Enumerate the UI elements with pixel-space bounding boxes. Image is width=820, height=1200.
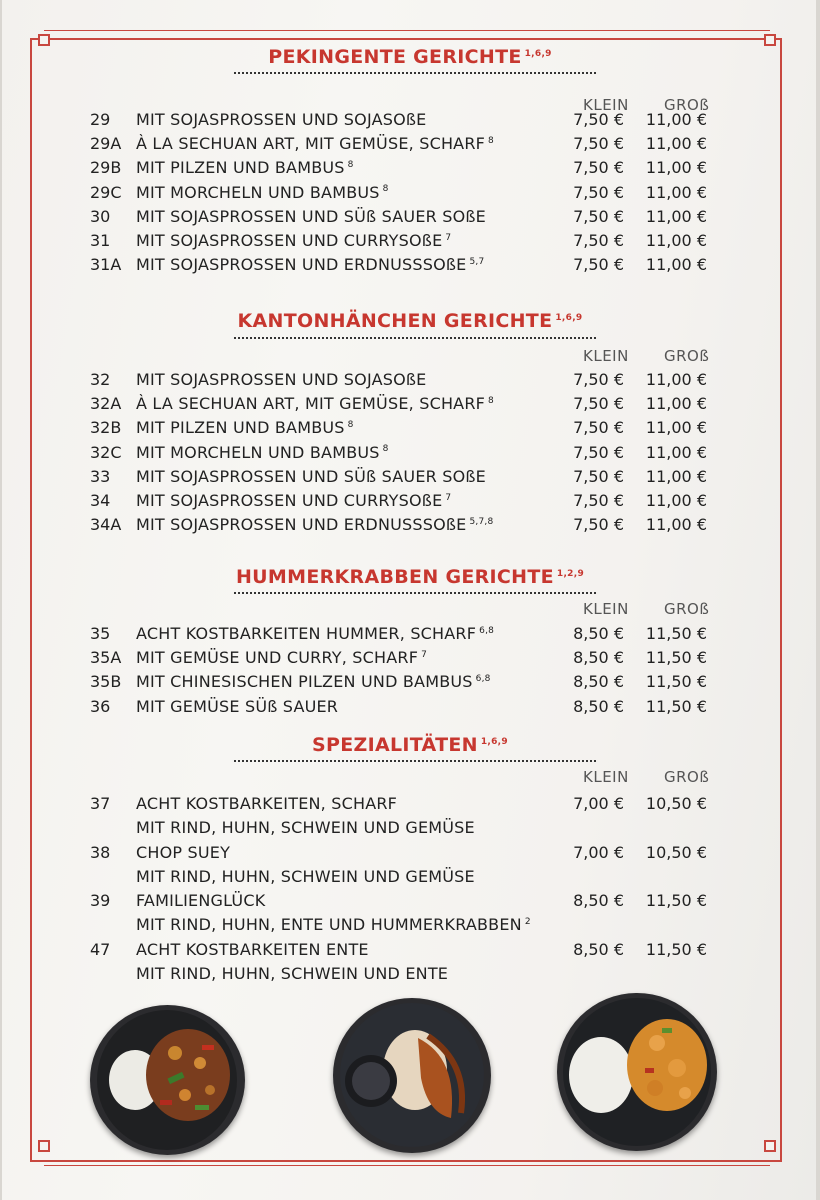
item-description bbox=[136, 915, 531, 934]
price-small: 7,50 € bbox=[573, 158, 624, 178]
allergen-note: 8 bbox=[382, 444, 389, 455]
price-small: 8,50 € bbox=[573, 696, 624, 716]
price-large: 11,00 € bbox=[645, 370, 707, 389]
header-klein: KLEIN bbox=[583, 347, 629, 365]
dotted-divider bbox=[234, 760, 596, 762]
item-name-text: MIT SOJASPROSSEN UND SÜß SAUER SOßE bbox=[136, 206, 486, 226]
item-description-text: MIT RIND, HUHN, ENTE UND HUMMERKRABBEN bbox=[136, 915, 522, 934]
item-number: 33 bbox=[90, 466, 111, 486]
menu-item bbox=[0, 443, 820, 467]
item-number: 29A bbox=[90, 134, 122, 154]
menu-item bbox=[0, 843, 820, 867]
allergen-note: 6,8 bbox=[475, 674, 491, 685]
item-number: 35B bbox=[90, 672, 122, 692]
item-number: 29 bbox=[90, 110, 111, 129]
price-small: 7,50 € bbox=[573, 466, 624, 486]
price-large: 11,00 € bbox=[645, 134, 707, 154]
item-description bbox=[136, 867, 475, 886]
price-large: 11,00 € bbox=[645, 182, 707, 202]
allergen-note: 7 bbox=[421, 649, 428, 660]
price-large: 11,00 € bbox=[645, 491, 707, 510]
price-small: 8,50 € bbox=[573, 672, 624, 692]
item-name-text: MIT GEMÜSE UND CURRY, SCHARF bbox=[136, 648, 419, 668]
item-name-text: MIT MORCHELN UND BAMBUS bbox=[136, 442, 380, 462]
header-gross: GROß bbox=[664, 96, 710, 114]
item-name bbox=[136, 467, 486, 486]
menu-item bbox=[0, 624, 820, 648]
allergen-note: 5,7,8 bbox=[469, 516, 494, 527]
item-name bbox=[136, 843, 230, 862]
price-large: 11,00 € bbox=[645, 110, 707, 129]
price-small: 7,00 € bbox=[573, 842, 624, 862]
dotted-divider bbox=[234, 72, 596, 74]
item-number: 34A bbox=[90, 515, 122, 535]
dotted-divider bbox=[234, 337, 596, 339]
item-name-text: MIT SOJASPROSSEN UND CURRYSOßE bbox=[136, 491, 443, 510]
item-number: 29B bbox=[90, 158, 122, 178]
item-name bbox=[136, 624, 494, 643]
item-name bbox=[136, 648, 427, 667]
item-name bbox=[136, 940, 369, 959]
item-name bbox=[136, 134, 494, 153]
item-number: 31 bbox=[90, 231, 111, 250]
menu-item bbox=[0, 134, 820, 158]
item-number: 32C bbox=[90, 442, 122, 462]
header-gross: GROß bbox=[664, 347, 710, 365]
item-name-text: ACHT KOSTBARKEITEN HUMMER, SCHARF bbox=[136, 624, 477, 643]
price-large: 11,00 € bbox=[645, 466, 707, 486]
price-large: 11,50 € bbox=[645, 696, 707, 716]
price-small: 7,50 € bbox=[573, 206, 624, 226]
item-number: 32B bbox=[90, 418, 122, 438]
frame-corner-ornament bbox=[764, 1140, 776, 1152]
item-name bbox=[136, 697, 338, 716]
price-small: 7,50 € bbox=[573, 110, 624, 129]
price-small: 8,50 € bbox=[573, 648, 624, 668]
price-small: 8,50 € bbox=[573, 624, 624, 643]
header-klein: KLEIN bbox=[583, 96, 629, 114]
item-name-text: MIT SOJASPROSSEN UND ERDNUSSSOßE bbox=[136, 255, 467, 275]
item-number: 32A bbox=[90, 394, 122, 414]
item-name-text: MIT CHINESISCHEN PILZEN UND BAMBUS bbox=[136, 672, 473, 692]
dish-photo-rice-stirfry bbox=[90, 1005, 245, 1155]
price-large: 11,50 € bbox=[645, 939, 707, 959]
item-name-text: MIT SOJASPROSSEN UND SÜß SAUER SOßE bbox=[136, 466, 486, 486]
item-number: 47 bbox=[90, 939, 111, 959]
item-description-text: MIT RIND, HUHN, SCHWEIN UND GEMÜSE bbox=[136, 818, 475, 837]
menu-item bbox=[0, 672, 820, 696]
header-gross: GROß bbox=[664, 600, 710, 618]
price-large: 11,00 € bbox=[645, 231, 707, 250]
price-small: 8,50 € bbox=[573, 939, 624, 959]
price-small: 7,50 € bbox=[573, 491, 624, 510]
item-name-text: À LA SECHUAN ART, MIT GEMÜSE, SCHARF bbox=[136, 394, 486, 414]
section-title-spezialitaeten: SPEZIALITÄTEN $^{1,6,9}$ bbox=[312, 734, 508, 756]
item-number: 31A bbox=[90, 255, 122, 275]
item-number: 32 bbox=[90, 370, 111, 389]
menu-item bbox=[0, 394, 820, 418]
price-large: 11,00 € bbox=[645, 394, 707, 414]
dish-photo-duck bbox=[333, 998, 491, 1153]
menu-item bbox=[0, 158, 820, 182]
allergen-note: 8 bbox=[488, 395, 494, 406]
menu-item bbox=[0, 207, 820, 231]
item-number: 35 bbox=[90, 624, 111, 643]
price-large: 11,00 € bbox=[645, 206, 707, 226]
item-description bbox=[136, 818, 475, 837]
price-small: 7,50 € bbox=[573, 418, 624, 438]
section-title-kantonhaenchen: KANTONHÄNCHEN GERICHTE $^{1,6,9}$ bbox=[237, 310, 583, 332]
menu-item bbox=[0, 515, 820, 539]
price-small: 7,50 € bbox=[573, 370, 624, 389]
item-name-text: CHOP SUEY bbox=[136, 842, 231, 862]
price-large: 11,00 € bbox=[645, 418, 707, 438]
price-large: 11,50 € bbox=[645, 672, 707, 692]
item-name bbox=[136, 158, 354, 177]
allergen-note: 7 bbox=[445, 232, 452, 243]
price-large: 11,00 € bbox=[645, 255, 707, 275]
frame-corner-ornament bbox=[764, 34, 776, 46]
price-large: 10,50 € bbox=[645, 842, 707, 862]
allergen-note: 8 bbox=[488, 135, 494, 146]
menu-item bbox=[0, 231, 820, 255]
item-name bbox=[136, 394, 494, 413]
header-klein: KLEIN bbox=[583, 768, 629, 786]
item-name-text: À LA SECHUAN ART, MIT GEMÜSE, SCHARF bbox=[136, 134, 486, 154]
item-description-text: MIT RIND, HUHN, SCHWEIN UND ENTE bbox=[136, 963, 449, 983]
price-small: 7,50 € bbox=[573, 394, 624, 414]
price-large: 10,50 € bbox=[645, 794, 707, 813]
item-name bbox=[136, 370, 426, 389]
item-name-text: ACHT KOSTBARKEITEN, SCHARF bbox=[136, 794, 398, 813]
header-klein: KLEIN bbox=[583, 600, 629, 618]
item-name bbox=[136, 255, 484, 274]
item-number: 35A bbox=[90, 648, 122, 668]
menu-item bbox=[0, 891, 820, 915]
item-name bbox=[136, 207, 486, 226]
item-name bbox=[136, 891, 265, 910]
dish-photo-curry-shrimp bbox=[557, 993, 717, 1151]
price-small: 7,50 € bbox=[573, 134, 624, 154]
menu-item bbox=[0, 255, 820, 279]
item-description bbox=[136, 964, 448, 983]
menu-item bbox=[0, 418, 820, 442]
price-small: 7,50 € bbox=[573, 231, 624, 250]
price-large: 11,00 € bbox=[645, 158, 707, 178]
allergen-note: 8 bbox=[382, 184, 389, 195]
allergen-note: 8 bbox=[347, 420, 354, 431]
price-small: 7,50 € bbox=[573, 182, 624, 202]
price-large: 11,50 € bbox=[645, 891, 707, 910]
item-name bbox=[136, 183, 389, 202]
item-name-text: MIT MORCHELN UND BAMBUS bbox=[136, 182, 380, 202]
menu-item bbox=[0, 940, 820, 964]
item-name bbox=[136, 672, 491, 691]
item-name bbox=[136, 515, 493, 534]
section-title-pekingente: PEKINGENTE GERICHTE $^{1,6,9}$ bbox=[268, 46, 552, 68]
price-small: 7,50 € bbox=[573, 442, 624, 462]
item-name bbox=[136, 794, 397, 813]
item-name bbox=[136, 491, 451, 510]
item-number: 36 bbox=[90, 696, 111, 716]
item-name-text: MIT PILZEN UND BAMBUS bbox=[136, 158, 345, 178]
item-name-text: MIT PILZEN UND BAMBUS bbox=[136, 418, 345, 438]
header-gross: GROß bbox=[664, 768, 710, 786]
item-name-text: MIT SOJASPROSSEN UND SOJASOßE bbox=[136, 370, 427, 389]
menu-item bbox=[0, 110, 820, 134]
menu-item bbox=[0, 183, 820, 207]
menu-item bbox=[0, 794, 820, 818]
item-name-text: MIT GEMÜSE SÜß SAUER bbox=[136, 696, 339, 716]
price-large: 11,00 € bbox=[645, 515, 707, 535]
allergen-note: 2 bbox=[524, 916, 531, 927]
price-large: 11,50 € bbox=[645, 624, 707, 643]
menu-item bbox=[0, 467, 820, 491]
price-small: 8,50 € bbox=[573, 891, 624, 910]
item-name-text: MIT SOJASPROSSEN UND ERDNUSSSOßE bbox=[136, 515, 467, 535]
price-large: 11,00 € bbox=[645, 442, 707, 462]
item-name bbox=[136, 443, 389, 462]
item-description-text: MIT RIND, HUHN, SCHWEIN UND GEMÜSE bbox=[136, 866, 475, 886]
allergen-note: 6,8 bbox=[479, 625, 495, 636]
item-name-text: MIT SOJASPROSSEN UND SOJASOßE bbox=[136, 110, 427, 129]
allergen-note: 5,7 bbox=[469, 256, 485, 267]
item-number: 34 bbox=[90, 491, 111, 510]
item-name bbox=[136, 418, 354, 437]
frame-corner-ornament bbox=[38, 1140, 50, 1152]
menu-item bbox=[0, 491, 820, 515]
menu-item bbox=[0, 370, 820, 394]
allergen-note: 8 bbox=[347, 160, 354, 171]
item-name-text: FAMILIENGLÜCK bbox=[136, 891, 266, 910]
item-number: 30 bbox=[90, 206, 111, 226]
menu-item bbox=[0, 697, 820, 721]
section-title-hummerkrabben: HUMMERKRABBEN GERICHTE $^{1,2,9}$ bbox=[235, 566, 585, 588]
item-number: 39 bbox=[90, 891, 111, 910]
item-name-text: MIT SOJASPROSSEN UND CURRYSOßE bbox=[136, 231, 443, 250]
price-small: 7,50 € bbox=[573, 515, 624, 535]
allergen-note: 7 bbox=[445, 492, 452, 503]
item-name-text: ACHT KOSTBARKEITEN ENTE bbox=[136, 939, 369, 959]
price-large: 11,50 € bbox=[645, 648, 707, 668]
item-number: 38 bbox=[90, 842, 111, 862]
frame-corner-ornament bbox=[38, 34, 50, 46]
price-small: 7,00 € bbox=[573, 794, 624, 813]
dotted-divider bbox=[234, 592, 596, 594]
item-number: 37 bbox=[90, 794, 111, 813]
item-number: 29C bbox=[90, 182, 122, 202]
item-name bbox=[136, 110, 426, 129]
price-small: 7,50 € bbox=[573, 255, 624, 275]
menu-item bbox=[0, 648, 820, 672]
item-name bbox=[136, 231, 451, 250]
